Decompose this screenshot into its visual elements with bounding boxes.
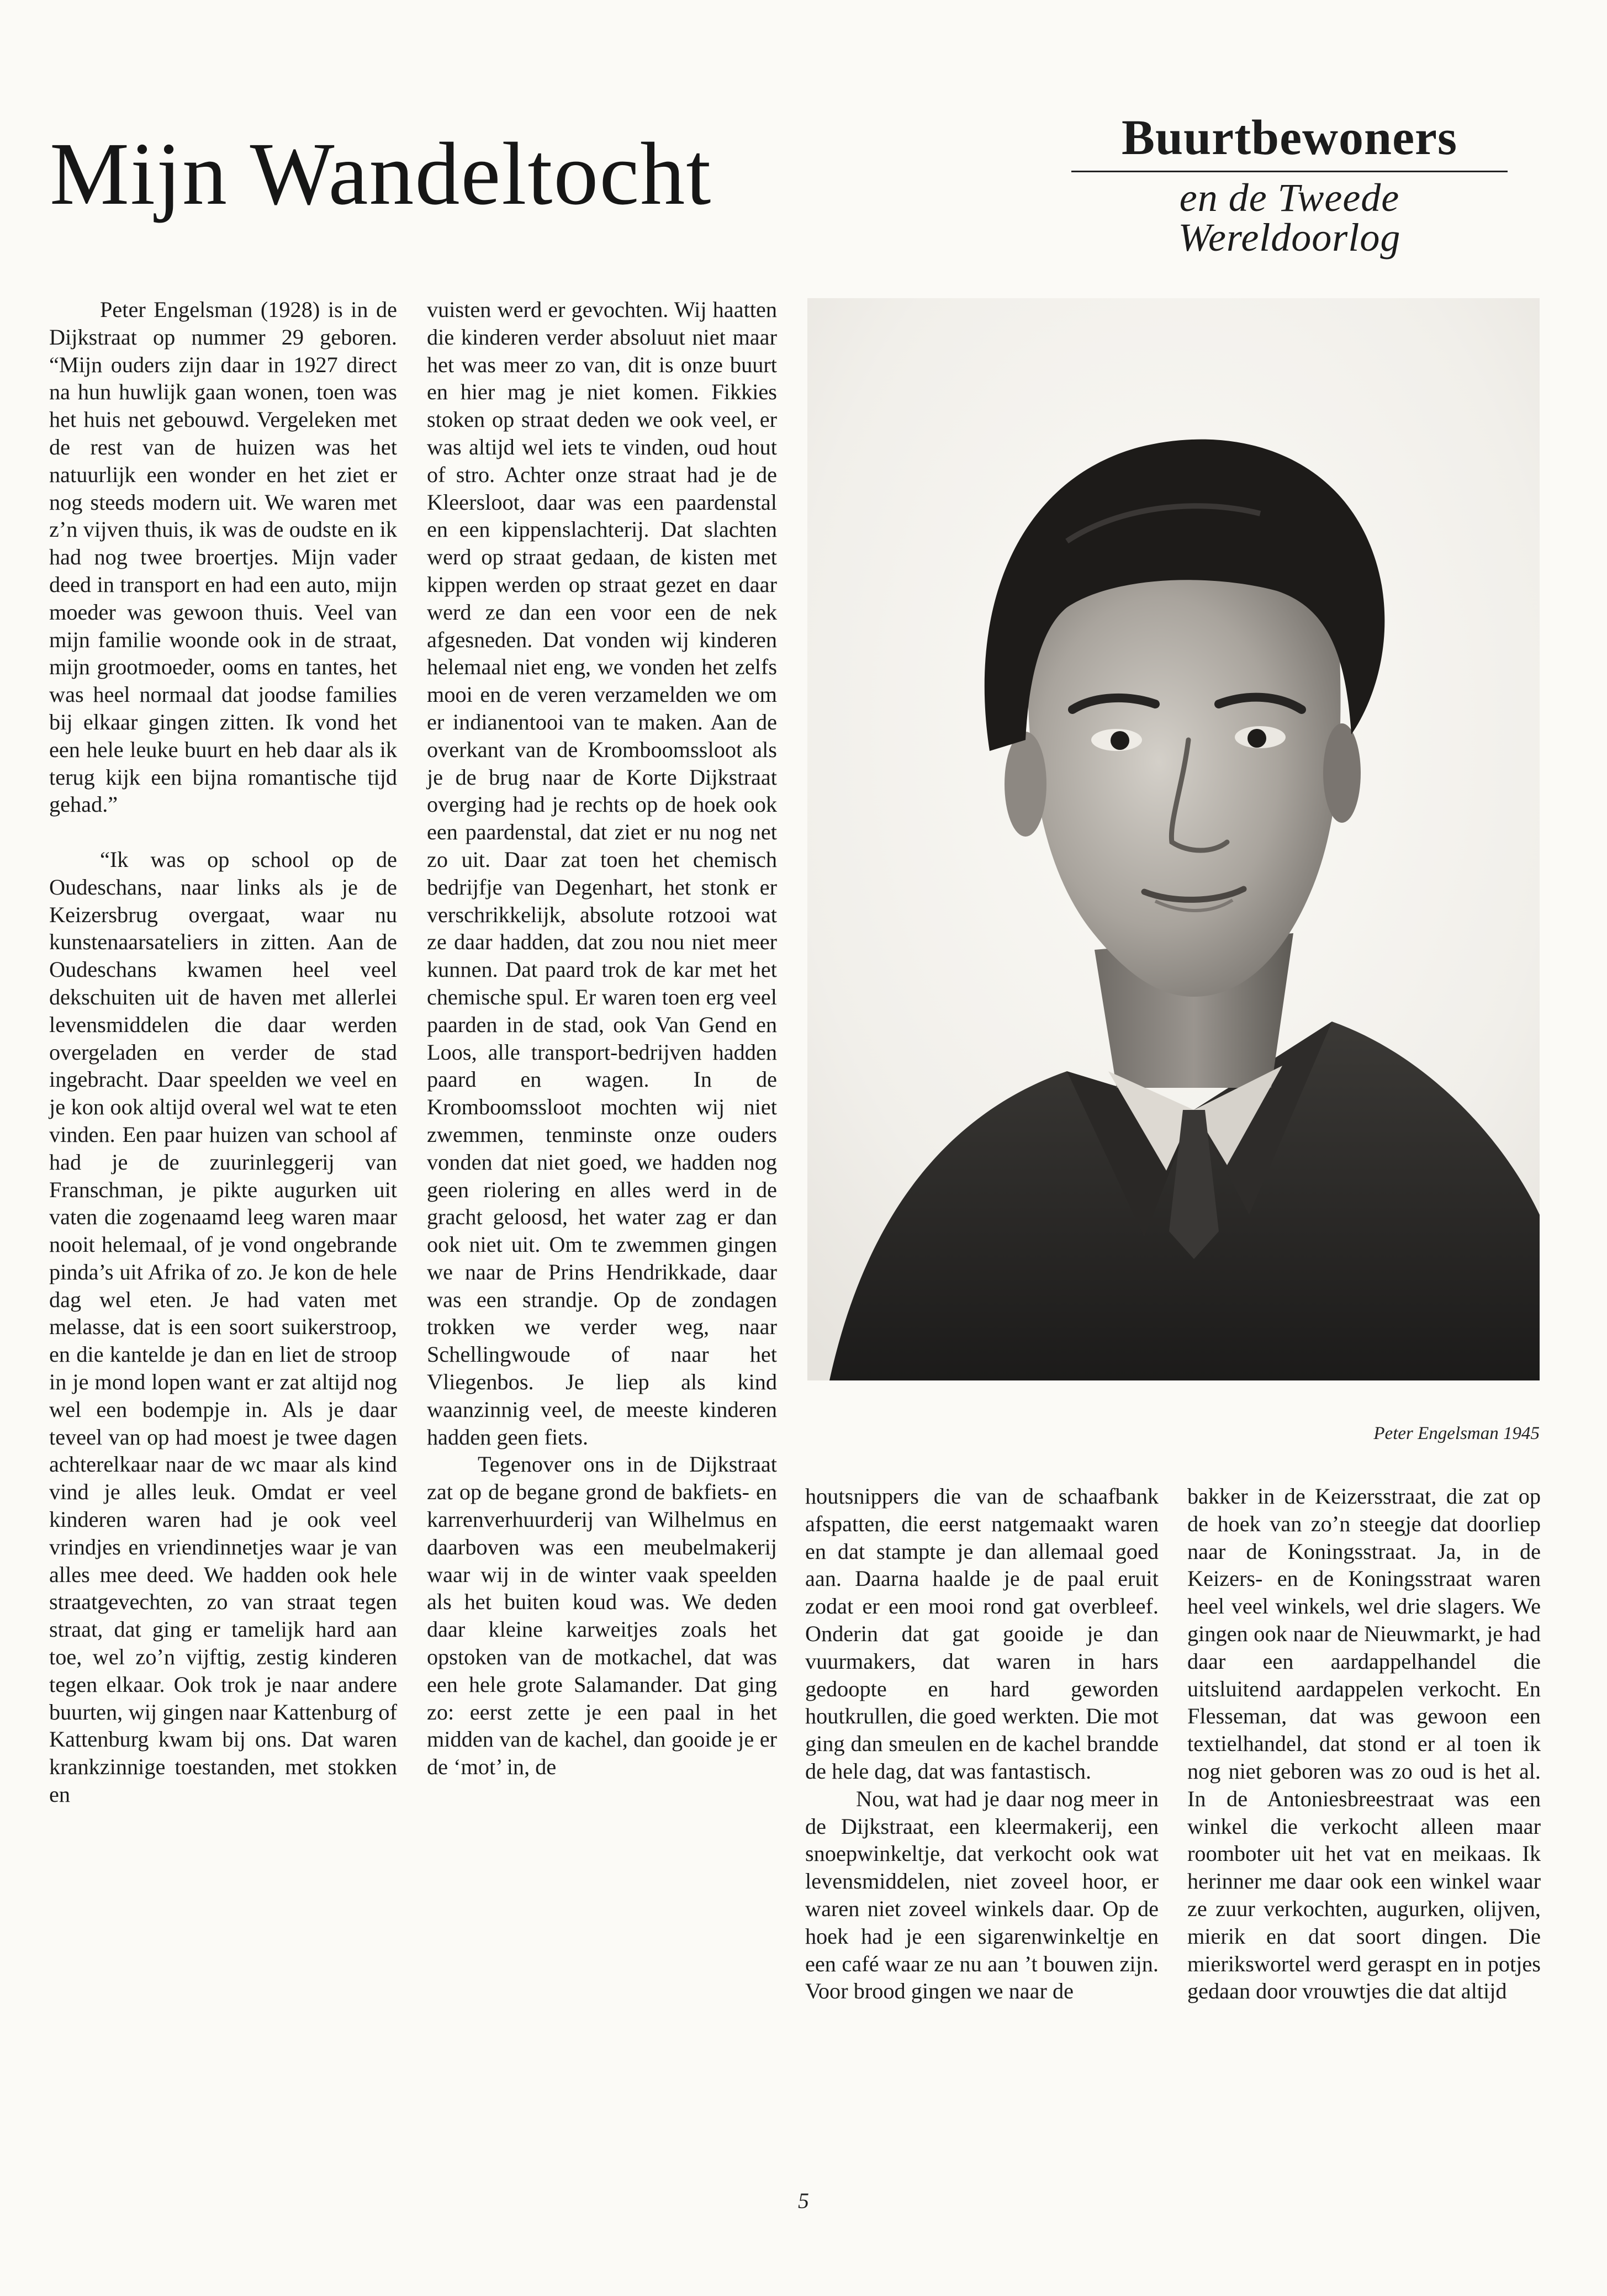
paragraph: “Ik was op school op de Oudeschans, naar links als je de Keizersbrug overgaat, waar nu kunstenaarsateliers in zitten. Aan de Oudeschans kwamen heel veel dekschuiten uit de haven met allerlei levensmiddelen die daar werden overgeladen en verder de stad ingebracht. Daar speelden we veel en je kon ook altijd overal wel wat te eten vinden. Een paar huizen van school af had je de zuurinleggerij van Franschman, je pikte augurken uit vaten die zogenaamd leeg waren maar nooit helemaal, of je vond ongebrande pinda’s uit Afrika of zo. Je kon de hele dag wel eten. Je had vaten met melasse, dat is een soort suikerstroop, en die kantelde je dan en liet de stroop in je mond lopen want er zat altijd nog wel een bodempje in. Als je daar teveel van op had moest je twee dagen achterelkaar naar de wc maar als kind vind je alles leuk. Omdat er veel kinderen waren had je ook veel vrindjes en vriendinnetjes waar je van alles mee deed. We hadden ook hele straatgevechten, zo van straat tegen straat, dat ging er tamelijk hard aan toe, wel zo’n vijftig, zestig kinderen tegen elkaar. Ook trok je naar andere buurten, wij gingen naar Kattenburg of Kattenburg kwam bij ons. Dat waren krankzinnige toestanden, met stokken en bbox=[49, 847, 397, 1807]
page-title: Mijn Wandeltocht bbox=[50, 125, 712, 224]
paragraph: Nou, wat had je daar nog meer in de Dijkstraat, een kleermakerij, een snoepwinkeltje, dat verkocht ook wat levensmiddelen, niet zoveel hoor, er waren niet zoveel winkels daar. Op de hoek had je een sigarenwinkeltje en een café waar ze nu aan ’t bouwen zijn. Voor brood gingen we naar de bbox=[805, 1786, 1159, 2004]
paragraph: bakker in de Keizersstraat, die zat op de hoek van zo’n steegje dat doorliep naar de Koningsstraat. Ja, in de Keizers- en de Koningsstraat waren heel veel winkels, wel drie slagers. We gingen ook naar de Nieuwmarkt, je had daar een aardappelhandel die uitsluitend aardappelen verkocht. En Flesseman, dat was gewoon een textielhandel, dat stond er al toen ik nog niet geboren was zo oud is het al. In de Antoniesbreestraat was een winkel die verkocht alleen maar roomboter uit het vat en meikaas. Ik herinner me daar ook een winkel waar ze zuur verkochten, augurken, olijven, mierik en dat soort dingen. Die mierikswortel werd geraspt en in potjes gedaan door vrouwtjes die dat altijd bbox=[1187, 1484, 1541, 2004]
series-header bbox=[1071, 110, 1508, 260]
portrait-photo bbox=[807, 298, 1540, 1380]
article-column-2 bbox=[427, 296, 777, 1781]
pupil-left bbox=[1111, 731, 1129, 750]
article-column-3 bbox=[805, 1483, 1159, 2005]
series-divider bbox=[1071, 171, 1508, 172]
paragraph: vuisten werd er gevochten. Wij haatten die kinderen verder absoluut niet maar het was meer zo van, dit is onze buurt en hier mag je niet komen. Fikkies stoken op straat deden we ook veel, er was altijd wel iets te vinden, oud hout of stro. Achter onze straat had je de Kleersloot, daar was een paardenstal en een kippenslachterij. Dat slachten werd op straat gedaan, de kisten met kippen werden op straat gezet en daar werd ze dan een voor een de nek afgesneden. Dat vonden wij kinderen helemaal niet eng, we vonden het zelfs mooi en de veren verzamelden we om er indianentooi van te maken. Aan de overkant van de Kromboomssloot als je de brug naar de Korte Dijkstraat overging had je rechts op de hoek ook een paardenstal, dat ziet er nu nog net zo uit. Daar zat toen het chemisch bedrijfje van Degenhart, het stonk er verschrikkelijk, absolute rotzooi wat ze daar hadden, dat zou nou niet meer kunnen. Dat paard trok de kar met het chemische spul. Er waren toen erg veel paarden in de stad, ook Van Gend en Loos, alle transport-bedrijven hadden paard en wagen. In de Kromboomssloot mochten wij niet zwemmen, tenminste onze ouders vonden dat niet goed, we hadden nog geen riolering en alles werd in de gracht geloosd, het water zag er dan ook niet uit. Om te zwemmen gingen we naar de Prins Hendrikkade, daar was een strandje. Op de zondagen trokken we verder weg, naar Schellingwoude of naar het Vliegenbos. Je liep als kind waanzinnig veel, de meeste kinderen hadden geen fiets. bbox=[427, 297, 777, 1449]
article-column-4 bbox=[1187, 1483, 1541, 2005]
ear-right bbox=[1323, 723, 1361, 823]
article-column-1 bbox=[49, 296, 397, 1808]
paragraph: Tegenover ons in de Dijkstraat zat op de begane grond de bakfiets- en karrenverhuurderij van Wilhelmus en daarboven was een meubelmakerij waar wij in de winter vaak speelden als het buiten koud was. We deden daar kleine karweitjes zoals het opstoken van de motkachel, dat was een hele grote Salamander. Dat ging zo: eerst zette je een paal in het midden van de kachel, dan gooide je er de ‘mot’ in, de bbox=[427, 1452, 777, 1780]
ear-left bbox=[1005, 732, 1046, 837]
series-subtitle: en de Tweede Wereldoorlog bbox=[1178, 176, 1401, 260]
paragraph: Peter Engelsman (1928) is in de Dijkstraat op nummer 29 geboren. “Mijn ouders zijn daar in 1927 direct na hun huwlijk gaan wonen, toen was het huis net gebouwd. Vergeleken met de rest van de huizen was het natuurlijk een wonder en het ziet er nog steeds modern uit. We waren met z’n vijven thuis, ik was de oudste en ik had nog twee broertjes. Mijn vader deed in transport en had een auto, mijn moeder was gewoon thuis. Veel van mijn familie woonde ook in de straat, mijn grootmoeder, ooms en tantes, het was heel normaal dat joodse families bij elkaar gingen zitten. Ik vond het een hele leuke buurt en heb daar als ik terug kijk een bijna romantische tijd gehad.” bbox=[49, 297, 397, 817]
series-title: Buurtbewoners bbox=[1121, 110, 1458, 165]
page-number: 5 bbox=[798, 2188, 809, 2213]
photo-caption: Peter Engelsman 1945 bbox=[1373, 1424, 1540, 1443]
pupil-right bbox=[1247, 729, 1266, 748]
paragraph: houtsnippers die van de schaafbank afspatten, die eerst natgemaakt waren en dat stampte je dan allemaal goed aan. Daarna haalde je de paal eruit zodat er een mooi rond gat overbleef. Onderin dat gat gooide je dan vuurmakers, dat waren in hars gedoopte en hard geworden houtkrullen, die goed werkten. Die mot ging dan smeulen en de kachel brandde de hele dag, dat was fantastisch. bbox=[805, 1484, 1159, 1784]
